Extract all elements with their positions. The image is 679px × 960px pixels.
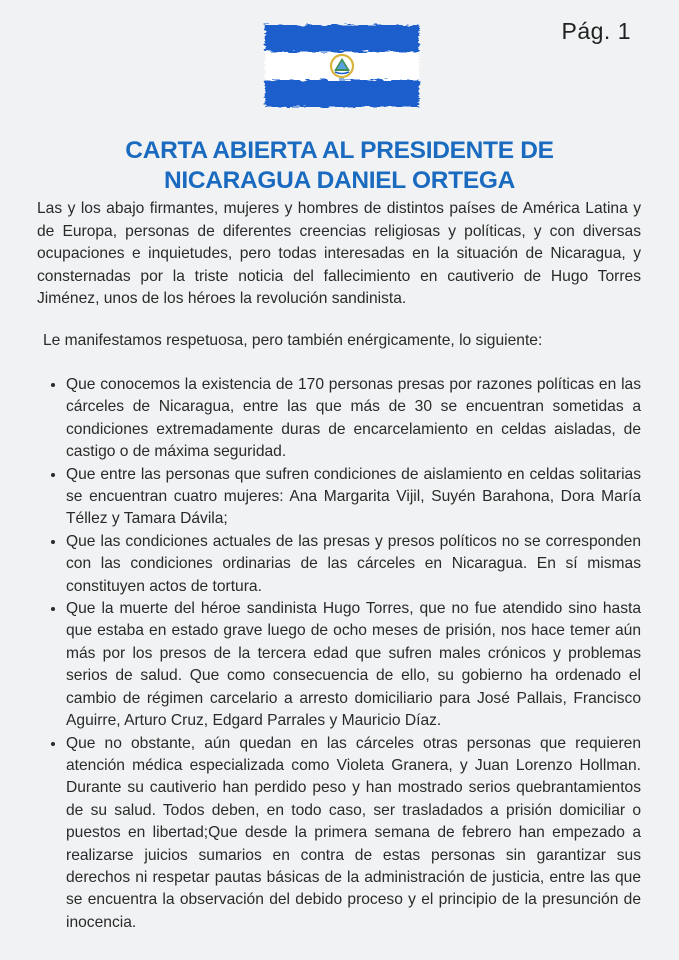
title-line-2: NICARAGUA DANIEL ORTEGA xyxy=(163,167,516,194)
flag-bottom-stripe xyxy=(265,80,419,107)
list-item: • Que conocemos la existencia de 170 personas presas por razones políticas en las cárceles de Nicaragua, entre las que más de 30 se encuentran sometidas a condiciones extremadamente duras de encarcelamiento en celdas aisladas, de castigo o de máxima seguridad. xyxy=(66,374,641,464)
list-item: • Que las condiciones actuales de las presas y presos políticos no se corresponden con las condiciones ordinarias de las cárceles en Nicaragua. En sí mismas constituyen actos de tortura. xyxy=(66,531,641,598)
page-title xyxy=(0,136,679,196)
lead-paragraph: Le manifestamos respetuosa, pero también enérgicamente, lo siguiente: xyxy=(43,332,543,349)
list-item: • Que la muerte del héroe sandinista Hugo Torres, que no fue atendido sino hasta que estaba en estado grave luego de ocho meses de prisión, nos hace temer aún más por los presos de la tercera edad que sufren males crónicos y problemas serios de salud. Que como consecuencia de ello, su gobierno ha ordenado el cambio de régimen carcelario a arresto domiciliario para José Pallais, Francisco Aguirre, Arturo Cruz, Edgard Parrales y Mauricio Díaz. xyxy=(66,598,641,732)
title-line-1: CARTA ABIERTA AL PRESIDENTE DE xyxy=(125,137,554,164)
nicaragua-flag-icon xyxy=(262,22,422,110)
demands-list xyxy=(37,374,641,934)
flag-emblem-icon xyxy=(331,55,353,77)
page-number: Pág. 1 xyxy=(561,18,631,44)
flag-top-stripe xyxy=(265,25,419,52)
intro-paragraph: Las y los abajo firmantes, mujeres y hombres de distintos países de América Latina y de Europa, personas de diferentes creencias religiosas y políticas, y con diversas ocupaciones e inquietudes, pero todas interesadas en la situación de Nicaragua, y consternadas por la triste noticia del fallecimiento en cautiverio de Hugo Torres Jiménez, unos de los héroes la revolución sandinista. xyxy=(37,200,641,308)
list-item: • Que entre las personas que sufren condiciones de aislamiento en celdas solitarias se encuentran cuatro mujeres: Ana Margarita Vijil, Suyén Barahona, Dora María Téllez y Tamara Dávila; xyxy=(66,464,641,531)
list-item: • Que no obstante, aún quedan en las cárceles otras personas que requieren atención médica especializada como Violeta Granera, y Juan Lorenzo Hollman. Durante su cautiverio han perdido peso y han mostrado serios quebrantamientos de su salud. Todos deben, en todo caso, ser trasladados a prisión domiciliar o puestos en libertad;Que desde la primera semana de febrero han empezado a realizarse juicios sumarios en contra de estas personas sin garantizar sus derechos ni respetar pautas básicas de la administración de justicia, entre las que se encuentra la observación del debido proceso y el principio de la presunción de inocencia. xyxy=(66,733,641,935)
